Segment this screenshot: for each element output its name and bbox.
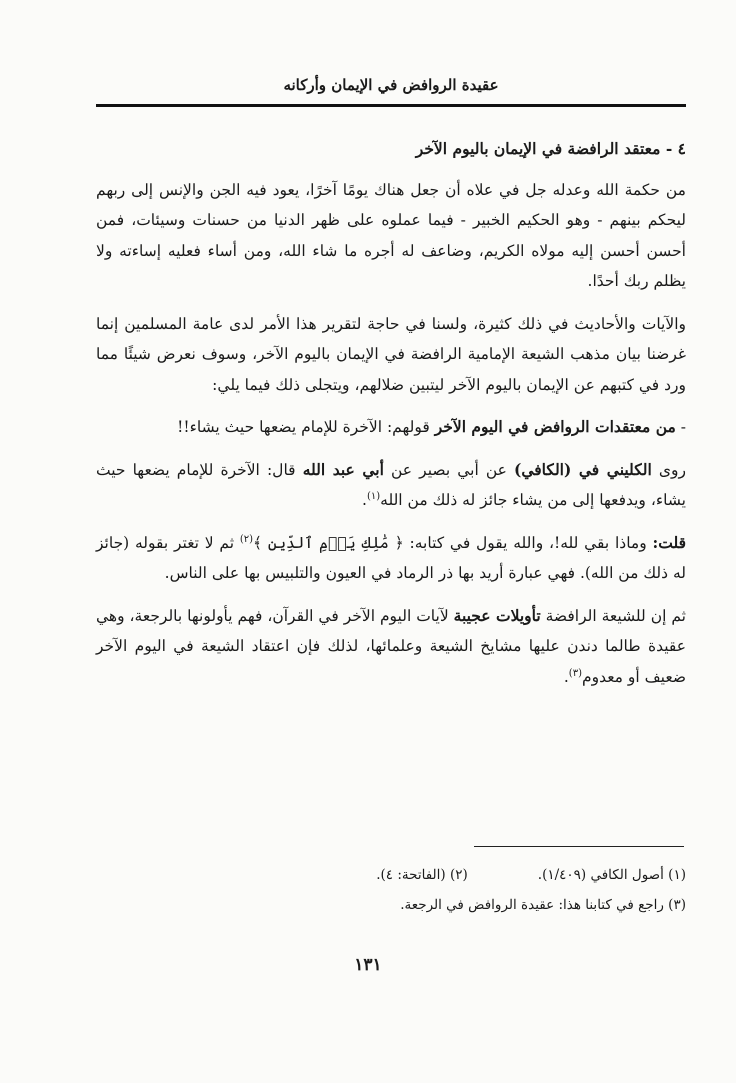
bold-phrase: الكليني في (الكافي) <box>514 459 652 479</box>
text-span: روى <box>651 460 686 479</box>
footnote-3: (٣) راجع في كتابنا هذا: عقيدة الروافض في الرجعة. <box>400 897 686 913</box>
bold-phrase: قلت: <box>652 532 686 552</box>
footnote-2: (٢) (الفاتحة: ٤). <box>376 867 468 883</box>
running-title: عقيدة الروافض في الإيمان وأركانه <box>283 76 499 94</box>
footnote-ref-3[interactable]: (٣) <box>568 667 582 679</box>
quran-verse: ﴿ مَٰلِكِ يَوۡمِ ٱلدِّينِ ﴾ <box>253 533 404 552</box>
text-span: . <box>563 667 569 686</box>
paragraph-3-rest: قولهم: الآخرة للإمام يضعها حيث يشاء!! <box>177 418 435 436</box>
footnote-ref-2[interactable]: (٢) <box>239 533 253 545</box>
bold-phrase: تأويلات عجيبة <box>453 605 541 625</box>
text-span: لآيات اليوم الآخر في القرآن، فهم يأولونها بالرجعة، وهي عقيدة طالما دندن عليها مشايخ الشيعة وعلمائها، لذلك فإن اعتقاد الشيعة في اليوم الآخر ضعيف أو معدوم <box>96 606 686 686</box>
paragraph-2: والآيات والأحاديث في ذلك كثيرة، ولسنا في حاجة لتقرير هذا الأمر لدى عامة المسلمين إنما غرضنا بيان مذهب الشيعة الإمامية الرافضة في الإيمان باليوم الآخر، وسوف نعرض شيئًا مما ورد في كتبهم عن الإيمان باليوم الآخر ليتبين ضلالهم، ويتجلى ذلك فيما يلي: <box>96 314 686 394</box>
footnotes <box>96 860 686 920</box>
text-span: ثم إن للشيعة الرافضة <box>540 606 686 625</box>
paragraph-4 <box>96 455 686 516</box>
bold-phrase: أبي عبد الله <box>302 459 384 479</box>
section-heading: ٤ - معتقد الرافضة في الإيمان باليوم الآخر <box>415 139 686 158</box>
bold-phrase: من معتقدات الروافض في اليوم الآخر <box>434 417 676 436</box>
footnote-row <box>96 860 686 890</box>
text-span: ثم لا تغتر بقوله (جائز له ذلك من الله). فهي عبارة أريد بها ذر الرماد في العيون والتلبيس بها على الناس. <box>96 533 686 582</box>
paragraph-5 <box>96 528 686 589</box>
paragraph-1: من حكمة الله وعدله جل في علاه أن جعل هناك يومًا آخرًا، يعود فيه الجن والإنس إلى ربهم ليحكم بينهم - وهو الحكيم الخبير - فيما عملوه على ظهر الدنيا من حسنات وسيئات، فمن أحسن أحسن إليه مولاه الكريم، وضاعف له أجره ما شاء الله، ومن أساء فعليه إساءته ولا يظلم ربك أحدًا. <box>96 180 686 290</box>
footnote-ref-1[interactable]: (١) <box>366 490 381 502</box>
paragraph-6 <box>96 601 686 693</box>
text-span: عن أبي بصير عن <box>383 460 515 479</box>
header-rule <box>96 104 686 107</box>
text-span: . <box>362 491 367 509</box>
footnote-rule <box>474 846 684 847</box>
text-span: قال: الآخرة للإمام يضعها حيث يشاء، ويدفعها إلى من يشاء جائز له ذلك من الله <box>96 460 686 509</box>
paragraph-3 <box>96 412 686 443</box>
text-span: وماذا بقي لله!، والله يقول في كتابه: <box>403 533 653 552</box>
footnote-row <box>96 890 686 920</box>
footnote-1: (١) أصول الكافي (١/٤٠٩). <box>537 867 686 883</box>
dash: - <box>675 418 686 436</box>
main-text <box>96 134 686 704</box>
page-number: ١٣١ <box>354 955 382 975</box>
